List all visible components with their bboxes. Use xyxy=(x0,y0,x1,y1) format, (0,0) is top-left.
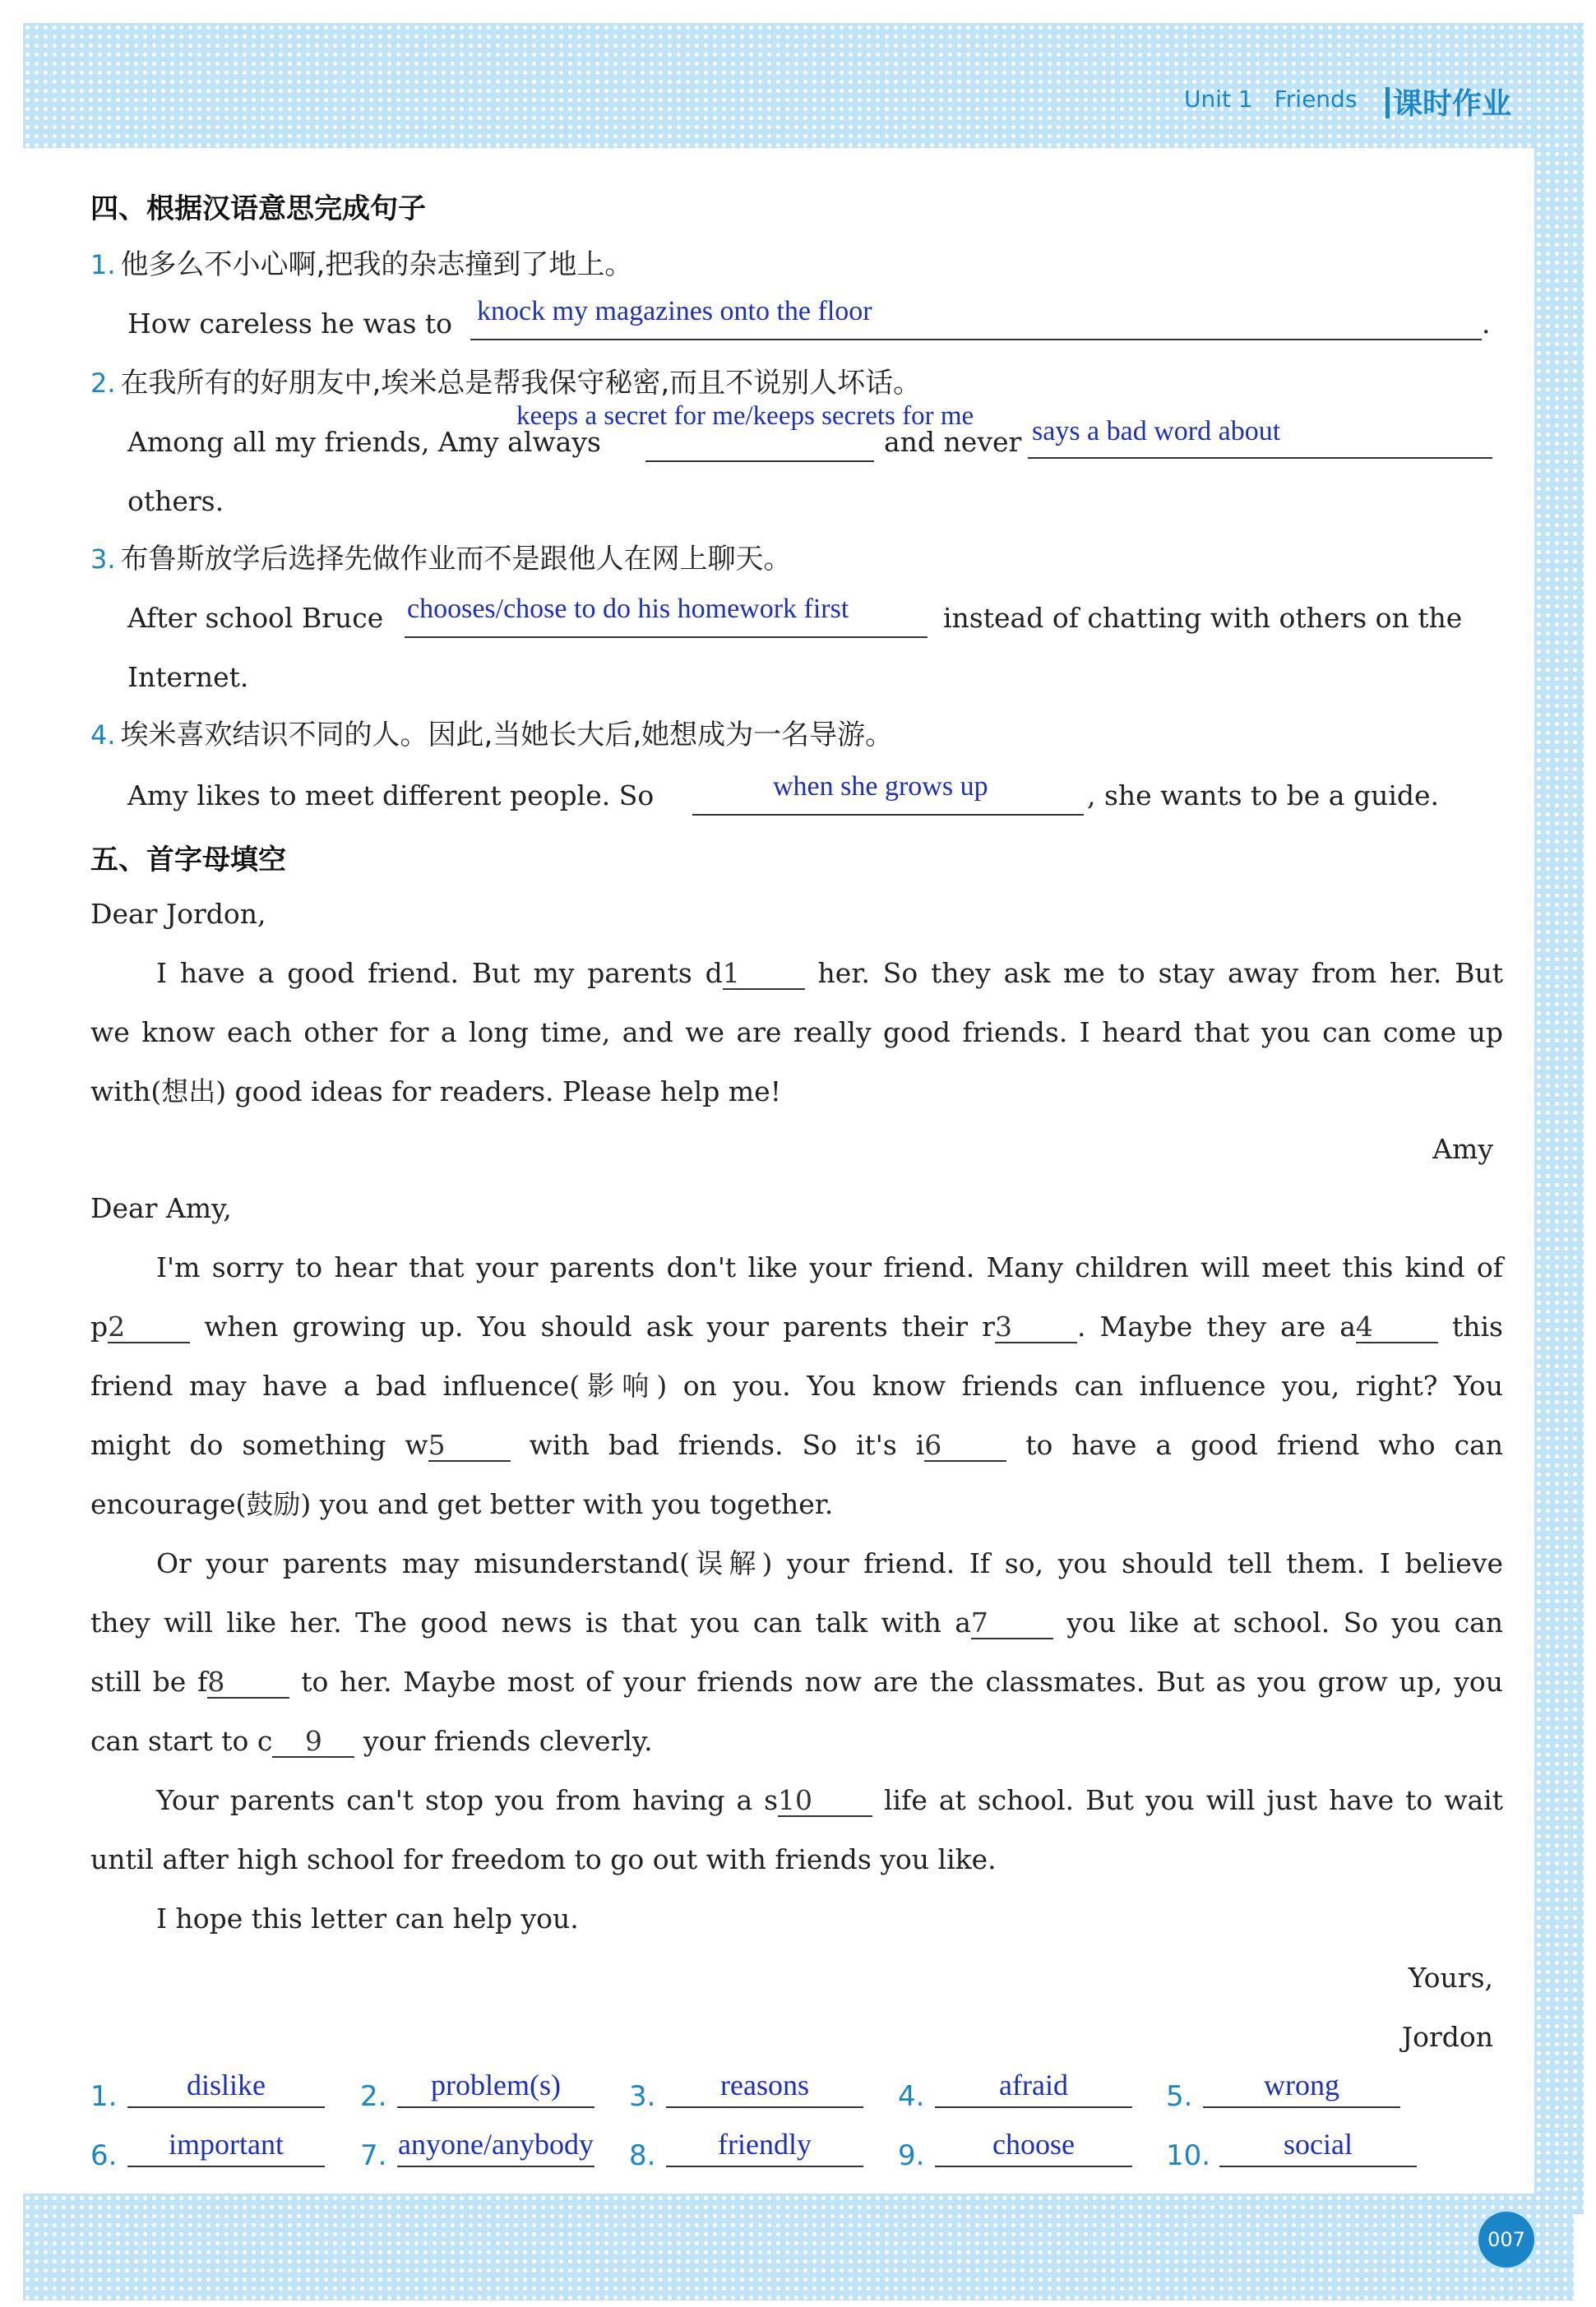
item3-en-post: instead of chatting with others on the xyxy=(943,602,1463,634)
letter2-closing: Yours, xyxy=(1408,1962,1493,1994)
letter2-text: they will like her. The good news is that you can talk with a xyxy=(90,1607,971,1639)
page-number: 007 xyxy=(1478,2212,1534,2268)
item3-cn-text: 布鲁斯放学后选择先做作业而不是跟他人在网上聊天。 xyxy=(120,543,792,576)
letter2-p1-line5: encourage(鼓励) you and get better with you together. xyxy=(90,1488,834,1520)
key-num-2: 2. xyxy=(360,2080,387,2113)
letter2-sign: Jordon xyxy=(1401,2021,1493,2053)
item1-cn-text: 他多么不小心啊,把我的杂志撞到了地上。 xyxy=(120,248,633,281)
brand-text: 课时作业 xyxy=(1393,87,1512,121)
item4-answer: when she grows up xyxy=(773,771,988,802)
key-answer-1: dislike xyxy=(127,2069,325,2108)
letter2-p3-line1 xyxy=(156,1782,1503,1819)
letter2-p2-line2 xyxy=(90,1605,1503,1641)
blank-6: 6 xyxy=(924,1431,1006,1462)
item1-number: 1. xyxy=(90,249,116,280)
letter2-greeting: Dear Amy, xyxy=(90,1192,232,1224)
key-answer-7: anyone/anybody xyxy=(397,2128,594,2167)
letter2-text: . Maybe they are a xyxy=(1076,1311,1356,1343)
letter2-p1-line4 xyxy=(90,1427,1503,1463)
item2-en: Among all my friends, Amy always xyxy=(127,426,601,458)
item1-en xyxy=(127,306,452,342)
key-answer-8: friendly xyxy=(666,2128,863,2167)
item1-answer: knock my magazines onto the floor xyxy=(477,296,872,326)
letter2-text: you like at school. So you can xyxy=(1066,1607,1503,1639)
right-dot-band xyxy=(1534,23,1584,2214)
letter1-text-c: her. So they ask me to stay away from her. But xyxy=(817,957,1503,989)
item4-en-post: , she wants to be a guide. xyxy=(1087,779,1440,811)
key-num-5: 5. xyxy=(1166,2080,1193,2113)
item1-cn xyxy=(90,247,632,283)
letter2-p2-line1: Or your parents may misunderstand(误解) your friend. If so, you should tell them. I believe xyxy=(156,1547,1503,1579)
item1-underline xyxy=(470,339,1482,340)
letter2-text: to her. Maybe most of your friends now are the classmates. But as you grow up, you xyxy=(301,1666,1503,1698)
item2-en-mid: and never xyxy=(884,426,1022,458)
item3-answer: chooses/chose to do his homework first xyxy=(407,594,849,624)
key-answer-6: important xyxy=(127,2128,325,2167)
key-answer-4: afraid xyxy=(935,2069,1132,2108)
item3-underline xyxy=(405,636,928,638)
item4-cn-text: 埃米喜欢结识不同的人。因此,当她长大后,她想成为一名导游。 xyxy=(120,719,894,751)
key-answer-10: social xyxy=(1219,2128,1417,2167)
item3-en: After school Bruce xyxy=(127,602,384,634)
item4-cn xyxy=(90,717,893,753)
letter2-text: with bad friends. So it's i xyxy=(529,1429,925,1461)
blank-9: 9 xyxy=(272,1727,354,1758)
letter2-text: Your parents can't stop you from having a s xyxy=(156,1784,779,1816)
key-answer-5: wrong xyxy=(1203,2069,1400,2108)
letter2-text: to have a good friend who can xyxy=(1025,1429,1503,1461)
blank-2: 2 xyxy=(108,1312,190,1343)
blank-5: 5 xyxy=(428,1431,511,1462)
item2-underline1 xyxy=(645,460,874,462)
item2-underline2 xyxy=(1028,457,1492,459)
letter1-text-a: I have a good friend. But my parents d xyxy=(156,957,723,989)
key-num-8: 8. xyxy=(629,2139,656,2172)
item3-en-cont: Internet. xyxy=(127,661,249,693)
key-num-10: 10. xyxy=(1166,2139,1211,2172)
item1-period: . xyxy=(1482,307,1491,340)
letter2-p2-line3 xyxy=(90,1664,1503,1700)
key-num-1: 1. xyxy=(90,2080,118,2113)
item2-cn xyxy=(90,365,921,401)
letter2-p1-line2 xyxy=(90,1309,1503,1345)
blank-8: 8 xyxy=(207,1667,289,1699)
letter2-text: your friends cleverly. xyxy=(363,1725,653,1757)
letter2-text: life at school. But you will just have to wait xyxy=(884,1784,1503,1816)
blank-7: 7 xyxy=(971,1608,1053,1639)
item3-cn xyxy=(90,541,792,577)
key-num-7: 7. xyxy=(360,2139,387,2172)
letter2-text: might do something w xyxy=(90,1429,428,1461)
letter2-p1-line3: friend may have a bad influence(影响) on you. You know friends can influence you, right? You xyxy=(90,1370,1503,1402)
key-answer-3: reasons xyxy=(666,2069,863,2108)
key-num-6: 6. xyxy=(90,2139,118,2172)
item2-en-cont: others. xyxy=(127,485,224,517)
section5-title: 五、首字母填空 xyxy=(90,844,286,876)
blank-1: 1 xyxy=(723,959,805,990)
item2-answer2: says a bad word about xyxy=(1032,416,1281,446)
item2-number: 2. xyxy=(90,368,116,399)
letter2-p1-line1: I'm sorry to hear that your parents don't like your friend. Many children will meet this kind of xyxy=(156,1251,1503,1283)
letter2-text: still be f xyxy=(90,1666,208,1698)
unit-topic: Friends xyxy=(1274,86,1358,113)
letter2-text: this xyxy=(1451,1311,1503,1343)
letter2-text: when growing up. You should ask your parents their r xyxy=(204,1311,995,1343)
key-num-3: 3. xyxy=(629,2080,656,2113)
letter1-line2: we know each other for a long time, and we are really good friends. I heard that you can come up xyxy=(90,1016,1503,1048)
unit-number: Unit 1 xyxy=(1184,86,1253,113)
key-num-9: 9. xyxy=(898,2139,925,2172)
letter2-p4: I hope this letter can help you. xyxy=(156,1902,579,1935)
section4-title: 四、根据汉语意思完成句子 xyxy=(90,192,426,225)
letter1-line3: with(想出) good ideas for readers. Please help me! xyxy=(90,1075,781,1107)
item4-underline xyxy=(692,814,1084,816)
item4-number: 4. xyxy=(90,719,116,751)
brand-logo xyxy=(1386,81,1511,123)
item2-answer1: keeps a secret for me/keeps secrets for me xyxy=(516,401,974,431)
letter2-text: can start to c xyxy=(90,1725,273,1757)
item1-en-text: How careless he was to xyxy=(127,307,453,340)
key-num-4: 4. xyxy=(898,2080,925,2113)
letter2-text: p xyxy=(90,1311,109,1343)
key-answer-9: choose xyxy=(935,2128,1132,2167)
item2-cn-text: 在我所有的好朋友中,埃米总是帮我保守秘密,而且不说别人坏话。 xyxy=(120,367,922,400)
blank-4: 4 xyxy=(1356,1312,1438,1343)
key-answer-2: problem(s) xyxy=(397,2069,594,2108)
letter1-sign: Amy xyxy=(1432,1133,1493,1165)
letter2-p2-line4 xyxy=(90,1723,653,1759)
blank-3: 3 xyxy=(995,1312,1077,1343)
item3-number: 3. xyxy=(90,543,116,575)
unit-label xyxy=(1184,86,1357,113)
blank-10: 10 xyxy=(778,1786,872,1817)
letter1-greeting: Dear Jordon, xyxy=(90,898,266,930)
footer-dot-band xyxy=(23,2194,1574,2300)
letter2-p3-line2: until after high school for freedom to go out with friends you like. xyxy=(90,1843,997,1875)
brand-bar xyxy=(1386,87,1390,118)
item4-en: Amy likes to meet different people. So xyxy=(127,779,655,811)
letter1-line1 xyxy=(156,955,1503,992)
